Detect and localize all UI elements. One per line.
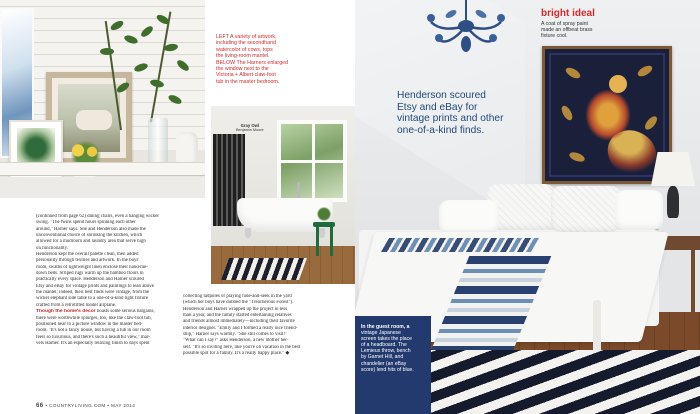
leaf (100, 48, 114, 55)
caption-line: the living-room mantel. (216, 53, 270, 60)
body-line: personality through textiles and artwork. In the boys' (36, 258, 140, 264)
paint-color-label (236, 124, 264, 133)
blue-chandelier-icon (421, 0, 511, 62)
body-line: ship," Harner says warmly. "She still comes to visit!" (183, 332, 288, 338)
bright-ideal-line: made an offbeat brass (541, 27, 593, 34)
body-line: there were worthwhile splurges, too, like the claw-foot tub, (36, 315, 152, 321)
body-line: unconventional choice of shrinking the kitchen, which (36, 233, 143, 239)
body-line: down beds. Striped rugs warm up the bamboo floors in (36, 271, 144, 277)
white-jar (176, 132, 198, 164)
guest-room-caption (361, 324, 429, 373)
lamp-shade (651, 152, 695, 186)
body-line: feels so luxurious, and there's such a beautiful view," mar- (36, 334, 150, 340)
picture-window (277, 120, 347, 202)
pillow (439, 200, 499, 234)
caption-line: screen takes the place (361, 336, 412, 343)
body-line: interior designer. "Emily and I formed a really nice friend- (183, 325, 298, 331)
bed-post (593, 300, 601, 356)
body-line: Henderson kept the overall palette clean, then added (36, 252, 139, 258)
caption-line: by Garnet Hill, and (361, 354, 404, 361)
pull-quote-line: vintage prints and other (397, 113, 504, 125)
body-line: practically every space. Henderson and Harner scoured (36, 277, 144, 283)
body-line: possible spot for a family. It's a really happy place." ◆ (183, 351, 290, 357)
master-bath-photo (211, 106, 355, 284)
page-footer (36, 403, 135, 409)
pull-quote (397, 90, 527, 136)
green-stool-leg (330, 226, 333, 256)
body-line: room. "It's not a fancy house, but having a tub in our room (36, 328, 151, 334)
striped-blanket-band (381, 238, 539, 252)
paint-brand: Benjamin Moore (236, 128, 264, 133)
body-line: crafted from a retrofitted model airplane. (36, 302, 117, 308)
bird-head (609, 75, 627, 93)
body-line: (continued from page 62) dining chairs, even a hanging wicker (36, 214, 160, 219)
pillow (615, 190, 663, 230)
body-line: positioned near to a picture window in the master bed- (36, 321, 143, 327)
body-line: swing. "The twins spend hours spinning each other (36, 220, 136, 226)
caption-line: tub in the master bedroom. (216, 78, 280, 85)
body-line: the mantel; indeed, their best finds were vintage, from the (36, 290, 150, 296)
paint-name: Gray Owl (240, 123, 260, 128)
nightstand-leg (691, 250, 695, 312)
bird-body (585, 89, 631, 141)
body-line: allowed for a mudroom and laundry area that serve high (36, 239, 146, 245)
cow-figure (76, 110, 112, 130)
tub-foot (319, 228, 325, 238)
body-line: Etsy and eBay for vintage prints and paintings to lean above (36, 283, 154, 289)
glass-vase (148, 118, 168, 164)
body-text-left-column (36, 214, 176, 347)
body-line: Henderson and Harner wrapped up the project in less (183, 306, 288, 312)
mantel-face (0, 177, 205, 198)
body-text-right-column (183, 294, 323, 357)
caption-line: BELOW The Harners enlarged (216, 59, 289, 66)
pillow (551, 186, 621, 232)
body-line: (which her boys have dubbed the "Treacherous Forest"). (183, 300, 294, 306)
caption-line: watercolor of cows, tops (216, 46, 273, 53)
caption-line: score) lend hits of blue. (361, 366, 414, 373)
lamp-base (667, 186, 679, 218)
bright-ideal-description (541, 21, 617, 40)
body-line: "What can I say?" asks Henderson, a new mother her- (183, 338, 289, 344)
body-line: room, swaths of lightweight linen enclose their hand-me- (36, 264, 148, 270)
tub-foot (245, 228, 251, 238)
mantel-shelf (0, 162, 205, 176)
caption-line: chandelier (an eBay (361, 360, 407, 367)
striped-rug (221, 258, 307, 280)
caption-line: of a headboard. The (361, 342, 407, 349)
body-line: collecting tadpoles or playing hide-and-seek in the yard (183, 294, 292, 299)
caption-line: LEFT A variety of artwork, (216, 34, 277, 40)
japanese-screen-headboard (542, 46, 672, 184)
body-line: around," Harner says. She and Henderson also made the (36, 226, 146, 232)
caption-line: Lemieux throw, bench (361, 348, 411, 355)
body-line: wicker elephant side table to a one-of-a-kind light fixture (36, 296, 148, 302)
body-line: and friends almost immediately—including their favorite (183, 319, 295, 325)
caption-line: vintage Japanese (361, 330, 401, 337)
body-line: self. "It's so inviting here, like you're on vacation in the best (183, 344, 301, 350)
pull-quote-line: Etsy and eBay for (397, 101, 478, 113)
bright-ideal-line: fixture cool. (541, 33, 568, 40)
caption-line: including the secondhand (216, 40, 277, 47)
bright-ideal-heading: bright ideal (541, 8, 595, 19)
section-lead-in: Though the home's decor (36, 309, 96, 315)
pull-quote-line: one-of-a-kind finds. (397, 124, 485, 136)
page-number: 66 (36, 403, 44, 409)
caption-line: the window next to the (216, 66, 269, 73)
green-stool-leg (316, 226, 319, 256)
footer-text: • COUNTRYLIVING.COM • MAY 2014 (45, 403, 136, 408)
body-line: vels Harner. It's an especially relaxing finish to days spent (36, 340, 150, 346)
living-room-mantel-photo (0, 0, 205, 198)
potted-plant (315, 206, 333, 222)
caption-line: Victoria + Albert claw-foot (216, 72, 276, 79)
pull-quote-line: Henderson scoured (397, 90, 486, 101)
bright-ideal-line: A coat of spray paint (541, 21, 589, 27)
right-page (355, 0, 700, 414)
photo-caption-top (216, 34, 348, 85)
body-line: than a year, and the family started entertaining relatives (183, 313, 292, 319)
caption-lead: In the guest room, a (361, 324, 410, 330)
body-line: on functionality. (36, 245, 69, 251)
body-line-rest: boasts some serious bargains, (96, 309, 155, 315)
